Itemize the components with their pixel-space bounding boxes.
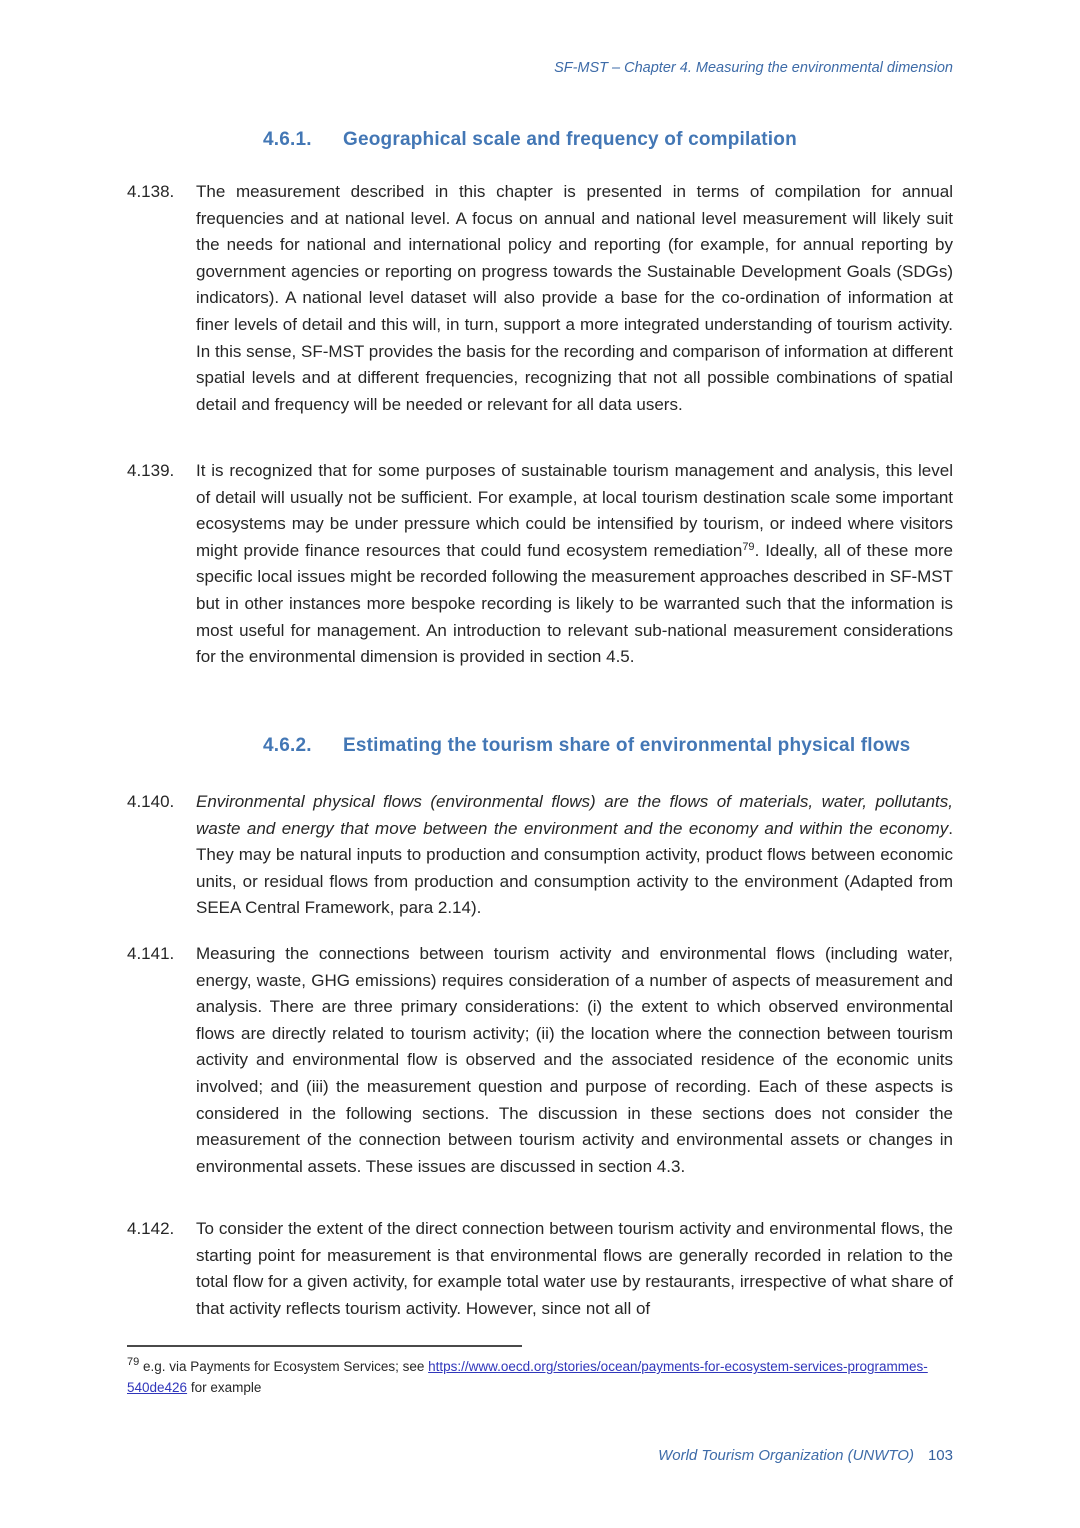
paragraph-text: Measuring the connections between tourism activity and environmental flows (including water, energy, waste, GHG emissions) requires consideration of a number of aspects of measurement and analysis. There are three primary considerations: (i) the extent to which observed environmental flows are directly related to tourism activity; (ii) the location where the connection between tourism activity and environmental flow is observed and the associated residence of the economic units involved; and (iii) the measurement question and purpose of recording. Each of these aspects is considered in the following sections. The discussion in these sections does not consider the measurement of the connection between tourism activity and environmental assets or changes in environmental assets. These issues are discussed in section 4.3. [196, 944, 953, 1176]
section-heading-4-6-1 [127, 129, 953, 151]
paragraph-text [196, 789, 953, 922]
paragraph-text-segment: . They may be natural inputs to production and consumption activity, product flows between economic units, or residual flows from production and consumption activity to the environment (Adapted from SEEA Central Framework, para 2.14). [196, 818, 953, 918]
section-title: Estimating the tourism share of environmental physical flows [343, 735, 911, 756]
footnote-text: for example [187, 1379, 262, 1395]
paragraph-4-139 [127, 458, 953, 671]
section-number: 4.6.1. [263, 129, 312, 150]
paragraph-text-segment: It is recognized that for some purposes of sustainable tourism management and analysis, this level of detail will usually not be sufficient. For example, at local tourism destination scale some important ecosystems may be under pressure which could be intensified by tourism, or indeed where visitors might provide finance resources that could fund ecosystem remediation [196, 461, 953, 560]
paragraph-number: 4.142. [127, 1219, 175, 1238]
page-number: 103 [927, 1447, 953, 1464]
paragraph-number: 4.141. [127, 944, 175, 963]
footnote-reference: 79 [742, 540, 755, 553]
footer-organization: World Tourism Organization (UNWTO) [658, 1447, 914, 1464]
footnote-text: e.g. via Payments for Ecosystem Services; see [139, 1359, 429, 1374]
chapter-header-text: SF-MST – Chapter 4. Measuring the environmental dimension [554, 60, 953, 76]
section-heading-4-6-2 [127, 735, 953, 757]
paragraph-text-segment: . Ideally, all of these more specific local issues might be recorded following the measurement approaches described in SF-MST but in other instances more bespoke recording is likely to be warranted such that the information is most useful for management. An introduction to relevant sub-national measurement considerations for the environmental dimension is provided in section 4.5. [196, 540, 953, 667]
paragraph-text: To consider the extent of the direct connection between tourism activity and environmental flows, the starting point for measurement is that environmental flows are generally recorded in relation to the total flow for a given activity, for example total water use by restaurants, irrespective of what share of that activity reflects tourism activity. However, since not all of [196, 1219, 953, 1318]
paragraph-number: 4.139. [127, 461, 175, 480]
paragraph-text [196, 458, 953, 671]
paragraph-number: 4.138. [127, 182, 175, 201]
footnote-marker: 79 [127, 1356, 140, 1368]
paragraph-4-142 [127, 1216, 953, 1322]
section-number: 4.6.2. [263, 735, 312, 756]
footnote-separator [127, 1345, 522, 1347]
paragraph-text: The measurement described in this chapter is presented in terms of compilation for annual frequencies and at national level. A focus on annual and national level measurement will likely suit the needs for national and international policy and reporting (for example, for annual reporting by government agencies or reporting on progress towards the Sustainable Development Goals (SDGs) indicators). A national level dataset will also provide a base for the co-ordination of information at finer levels of detail and this will, in turn, support a more integrated understanding of tourism activity. In this sense, SF-MST provides the basis for the recording and comparison of information at different spatial levels and at different frequencies, recognizing that not all possible combinations of spatial detail and frequency will be needed or relevant for all data users. [196, 182, 953, 414]
paragraph-number: 4.140. [127, 792, 175, 811]
footnote-link[interactable]: https://www.oecd.org/stories/ocean/payments-for-ecosystem-services-programmes-540de426 [127, 1359, 928, 1395]
paragraph-4-140 [127, 789, 953, 922]
page-header [127, 60, 953, 76]
page-footer [127, 1447, 953, 1464]
paragraph-4-138 [127, 179, 953, 418]
paragraph-4-141 [127, 941, 953, 1180]
definition-italic-text: Environmental physical flows (environmental flows) are the flows of materials, water, pollutants, waste and energy that move between the environment and the economy and within the economy [196, 792, 953, 838]
section-title: Geographical scale and frequency of compilation [343, 129, 797, 150]
footnote [127, 1357, 953, 1398]
